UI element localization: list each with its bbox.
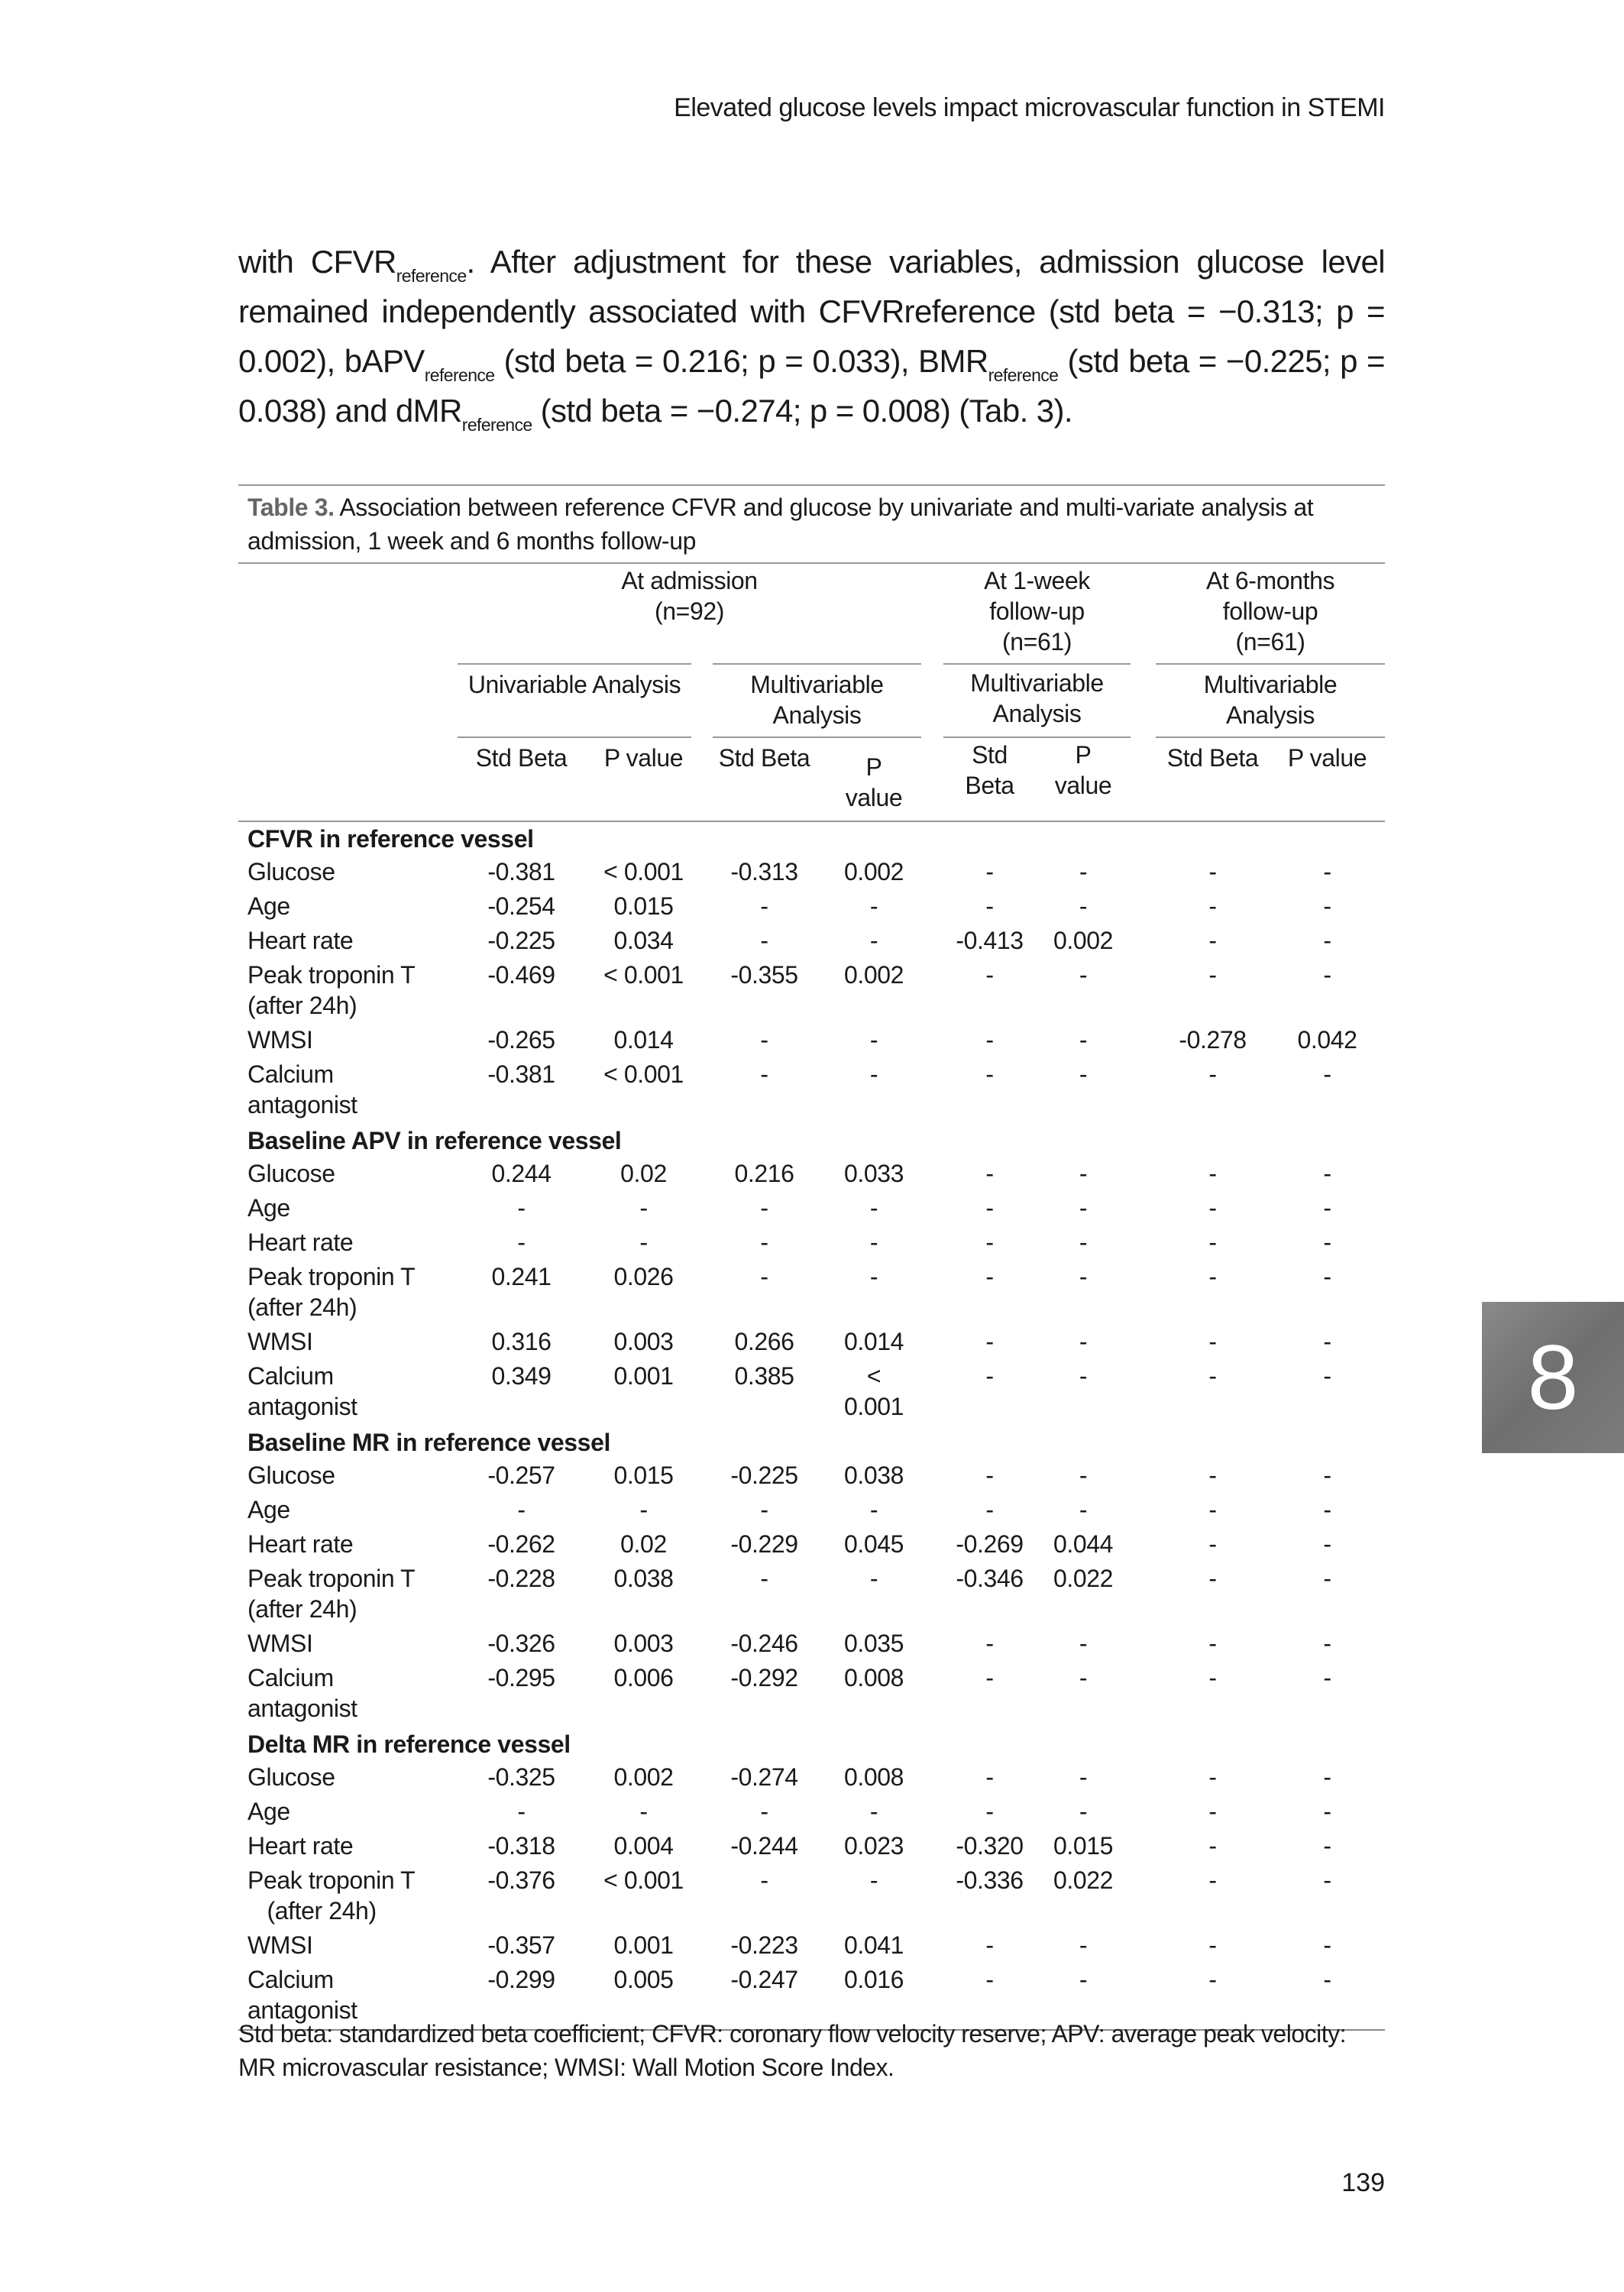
table-cell: 0.015 <box>613 892 674 920</box>
subgroup-header: Multivariable Analysis <box>1156 664 1385 737</box>
column-header: Std Beta <box>1166 744 1259 772</box>
table-row <box>238 1762 1385 1796</box>
table-cell: - <box>1079 1763 1088 1791</box>
table-cell: - <box>1079 1060 1088 1088</box>
group-header-row <box>238 563 1385 664</box>
table-cell: - <box>760 927 768 954</box>
table-footnote: Std beta: standardized beta coefficient; CFVR: coronary flow velocity reserve; APV: average peak velocity: MR microvascular resistance; WMSI: Wall Motion Score Index. <box>238 2020 1346 2081</box>
table-cell: - <box>985 1328 994 1355</box>
row-label: Peak troponin T (after 24h) <box>247 1866 416 1925</box>
table-row <box>238 1529 1385 1563</box>
page-number: 139 <box>1341 2168 1385 2197</box>
table-cell: - <box>1323 1866 1331 1894</box>
table-cell: 0.001 <box>613 1362 674 1390</box>
table-cell: - <box>869 1866 878 1894</box>
table-cell: 0.044 <box>1053 1530 1114 1558</box>
para-text: . After adjustment for these variables, admission glucose level remained independently associated with CFVRreference (std beta = −0.313; p = 0.002), bAPV <box>238 244 1385 379</box>
column-header: P value <box>1287 744 1367 772</box>
table-cell: - <box>1323 1966 1331 1993</box>
table-cell: 0.003 <box>613 1630 674 1657</box>
section-title: Delta MR in reference vessel <box>247 1730 571 1758</box>
table-cell: - <box>985 1462 994 1489</box>
table-cell: - <box>1208 1763 1217 1791</box>
table-cell: - <box>985 1229 994 1256</box>
table-cell: - <box>639 1194 648 1222</box>
table-cell: 0.244 <box>491 1160 552 1187</box>
table-cell: - <box>985 892 994 920</box>
table-cell: -0.225 <box>730 1462 798 1489</box>
table-cell: - <box>639 1496 648 1523</box>
table-cell: < 0.001 <box>603 1060 684 1088</box>
table-cell: - <box>985 1194 994 1222</box>
table-cell: - <box>1323 961 1331 989</box>
table-cell: - <box>1208 858 1217 885</box>
table-cell: -0.326 <box>487 1630 555 1657</box>
table-cell: -0.295 <box>487 1664 555 1691</box>
table-cell: - <box>517 1229 526 1256</box>
table-cell: 0.002 <box>1053 927 1114 954</box>
table-cell: 0.008 <box>843 1664 904 1691</box>
table-row <box>238 1865 1385 1930</box>
section-title: CFVR in reference vessel <box>247 825 534 853</box>
section-header-row <box>238 1727 1385 1762</box>
table-cell: -0.381 <box>487 858 555 885</box>
table-cell: - <box>1079 858 1088 885</box>
table-cell: - <box>517 1496 526 1523</box>
table-cell: - <box>1208 1496 1217 1523</box>
table-cell: -0.225 <box>487 927 555 954</box>
column-header: P value <box>603 744 684 772</box>
table-cell: - <box>1323 1798 1331 1825</box>
chapter-tab <box>1482 1302 1624 1453</box>
table-cell: - <box>1079 1328 1088 1355</box>
subgroup-header: Multivariable Analysis <box>702 664 921 737</box>
row-label: Calcium antagonist <box>247 1060 357 1118</box>
table-cell: - <box>1323 1160 1331 1187</box>
table-cell: -0.336 <box>956 1866 1024 1894</box>
table-cell: - <box>1323 1060 1331 1088</box>
row-label: Calcium antagonist <box>247 1966 357 2024</box>
table-row <box>238 1563 1385 1628</box>
table-cell: -0.247 <box>730 1966 798 1993</box>
row-label: Age <box>247 1496 290 1523</box>
group-header: At admission (n=92) <box>458 563 921 664</box>
table-cell: 0.002 <box>613 1763 674 1791</box>
table-cell: 0.005 <box>613 1966 674 1993</box>
table-cell: 0.022 <box>1053 1866 1114 1894</box>
table-row <box>238 1662 1385 1727</box>
table-cell: - <box>1323 1763 1331 1791</box>
table-row <box>238 1460 1385 1494</box>
table-cell: 0.002 <box>843 961 904 989</box>
table-cell: 0.041 <box>843 1931 904 1959</box>
row-label: Glucose <box>247 1763 335 1791</box>
subgroup-header: Multivariable Analysis <box>943 664 1131 737</box>
table-cell: - <box>1323 1328 1331 1355</box>
para-text: (std beta = −0.225; p = 0.038) and dMR <box>238 343 1385 429</box>
caption-text: Association between reference CFVR and glucose by univariate and multi-variate analysis at admission, 1 week and 6 months follow-up <box>247 494 1314 555</box>
table-row <box>238 1831 1385 1865</box>
table-cell: < 0.001 <box>603 961 684 989</box>
table-row <box>238 1158 1385 1193</box>
table-cell: 0.026 <box>613 1263 674 1290</box>
table-row <box>238 1059 1385 1124</box>
table-cell: - <box>985 1060 994 1088</box>
table-cell: - <box>760 1565 768 1592</box>
table-cell: - <box>1323 1194 1331 1222</box>
section-header-row <box>238 1124 1385 1158</box>
table-cell: 0.033 <box>843 1160 904 1187</box>
table-cell: 0.042 <box>1297 1026 1357 1054</box>
table-cell: - <box>1208 1966 1217 1993</box>
table-cell: 0.008 <box>843 1763 904 1791</box>
table-cell: 0.035 <box>843 1630 904 1657</box>
table-cell: -0.313 <box>730 858 798 885</box>
table-cell: - <box>760 1229 768 1256</box>
table-cell: - <box>985 1798 994 1825</box>
table-cell: - <box>985 1931 994 1959</box>
table-cell: 0.349 <box>491 1362 552 1390</box>
table-cell: -0.257 <box>487 1462 555 1489</box>
table-row <box>238 1227 1385 1261</box>
table-cell: - <box>1323 927 1331 954</box>
table-cell: - <box>869 1060 878 1088</box>
row-label: WMSI <box>247 1026 313 1054</box>
table-cell: - <box>1079 1664 1088 1691</box>
table-cell: - <box>985 1763 994 1791</box>
section-title: Baseline APV in reference vessel <box>247 1127 622 1154</box>
table-cell: - <box>985 1664 994 1691</box>
table-row <box>238 1361 1385 1426</box>
table-cell: - <box>1079 1931 1088 1959</box>
table-cell: - <box>1208 1832 1217 1860</box>
table-cell: - <box>869 1565 878 1592</box>
table-cell: 0.02 <box>620 1530 667 1558</box>
table-cell: - <box>1208 1229 1217 1256</box>
row-label: Peak troponin T (after 24h) <box>247 961 416 1019</box>
table-cell: - <box>1323 1462 1331 1489</box>
table-cell: - <box>985 1966 994 1993</box>
table-cell: -0.292 <box>730 1664 798 1691</box>
table-cell: -0.355 <box>730 961 798 989</box>
table-cell: - <box>517 1194 526 1222</box>
subscript: reference <box>424 365 495 385</box>
table-cell: - <box>1208 1931 1217 1959</box>
table-cell: - <box>1323 858 1331 885</box>
section-title: Baseline MR in reference vessel <box>247 1429 610 1456</box>
table-row <box>238 1261 1385 1326</box>
table-cell: - <box>985 1026 994 1054</box>
para-text: (std beta = −0.274; p = 0.008) (Tab. 3). <box>532 393 1072 429</box>
table-cell: - <box>760 892 768 920</box>
column-header: Std Beta <box>965 741 1014 799</box>
table-cell: -0.325 <box>487 1763 555 1791</box>
row-label: Glucose <box>247 1160 335 1187</box>
table-cell: -0.262 <box>487 1530 555 1558</box>
row-label: WMSI <box>247 1630 313 1657</box>
row-label: Heart rate <box>247 1229 354 1256</box>
table-cell: -0.244 <box>730 1832 798 1860</box>
table-cell: - <box>1323 1931 1331 1959</box>
table-cell: - <box>1208 961 1217 989</box>
table-cell: - <box>869 1263 878 1290</box>
table-cell: - <box>1079 1229 1088 1256</box>
table-cell: -0.269 <box>956 1530 1024 1558</box>
table-cell: 0.015 <box>1053 1832 1114 1860</box>
table-cell: - <box>1323 1832 1331 1860</box>
table-cell: -0.223 <box>730 1931 798 1959</box>
table-cell: -0.318 <box>487 1832 555 1860</box>
table-cell: 0.034 <box>613 927 674 954</box>
table-cell: 0.006 <box>613 1664 674 1691</box>
table-row <box>238 1628 1385 1662</box>
table-cell: - <box>1208 1462 1217 1489</box>
table-cell: - <box>1208 1194 1217 1222</box>
table-cell: - <box>639 1229 648 1256</box>
row-label: Age <box>247 892 290 920</box>
table-cell: - <box>760 1263 768 1290</box>
table-cell: -0.278 <box>1179 1026 1247 1054</box>
table-cell: 0.015 <box>613 1462 674 1489</box>
table-cell: - <box>1079 1362 1088 1390</box>
table-row <box>238 1025 1385 1059</box>
row-label: Glucose <box>247 1462 335 1489</box>
table-cell: -0.381 <box>487 1060 555 1088</box>
table-cell: - <box>1323 1362 1331 1390</box>
table-cell: -0.265 <box>487 1026 555 1054</box>
row-label: Heart rate <box>247 927 354 954</box>
table-cell: - <box>1079 1160 1088 1187</box>
table-cell: - <box>1323 1630 1331 1657</box>
table-cell: - <box>1079 1630 1088 1657</box>
row-label: Heart rate <box>247 1530 354 1558</box>
row-label: Glucose <box>247 858 335 885</box>
table-3 <box>238 484 1385 2031</box>
table-cell: - <box>1323 1496 1331 1523</box>
table-row <box>238 960 1385 1025</box>
table-cell: < 0.001 <box>603 1866 684 1894</box>
table-cell: -0.469 <box>487 961 555 989</box>
table-cell: 0.023 <box>843 1832 904 1860</box>
table-cell: - <box>1079 1462 1088 1489</box>
table-cell: 0.016 <box>843 1966 904 1993</box>
table-cell: 0.266 <box>734 1328 794 1355</box>
table-cell: 0.385 <box>734 1362 794 1390</box>
row-label: WMSI <box>247 1931 313 1959</box>
table-row <box>238 1930 1385 1964</box>
table-cell: -0.299 <box>487 1966 555 1993</box>
table-cell: - <box>760 1798 768 1825</box>
chapter-number: 8 <box>1527 1326 1579 1429</box>
table-cell: -0.228 <box>487 1565 555 1592</box>
results-table <box>238 562 1385 2029</box>
table-cell: 0.241 <box>491 1263 552 1290</box>
table-cell: - <box>1208 1160 1217 1187</box>
table-cell: 0.02 <box>620 1160 667 1187</box>
table-cell: - <box>1208 1263 1217 1290</box>
table-cell: - <box>1079 961 1088 989</box>
subscript: reference <box>461 415 532 435</box>
table-cell: - <box>985 1263 994 1290</box>
table-cell: -0.320 <box>956 1832 1024 1860</box>
table-cell: - <box>639 1798 648 1825</box>
table-cell: 0.002 <box>843 858 904 885</box>
column-header-row <box>238 737 1385 821</box>
table-row <box>238 925 1385 960</box>
table-caption <box>238 486 1385 562</box>
group-header: At 6-months follow-up (n=61) <box>1156 563 1385 664</box>
table-row <box>238 891 1385 925</box>
table-row <box>238 1494 1385 1529</box>
table-cell: - <box>869 1496 878 1523</box>
table-cell: 0.038 <box>843 1462 904 1489</box>
table-cell: - <box>1208 1060 1217 1088</box>
table-cell: - <box>1208 1798 1217 1825</box>
row-label: Calcium antagonist <box>247 1664 357 1722</box>
table-cell: - <box>985 961 994 989</box>
table-cell: - <box>1079 1026 1088 1054</box>
table-cell: 0.001 <box>613 1931 674 1959</box>
table-cell: - <box>1079 1966 1088 1993</box>
row-label: Calcium antagonist <box>247 1362 357 1420</box>
table-cell: - <box>1323 1263 1331 1290</box>
table-cell: -0.346 <box>956 1565 1024 1592</box>
table-cell: - <box>760 1194 768 1222</box>
table-cell: 0.003 <box>613 1328 674 1355</box>
table-cell: - <box>869 927 878 954</box>
subgroup-header: Univariable Analysis <box>458 664 702 737</box>
table-cell: - <box>760 1026 768 1054</box>
subscript: reference <box>396 266 467 286</box>
table-cell: - <box>1208 1530 1217 1558</box>
table-cell: - <box>1323 1530 1331 1558</box>
table-cell: - <box>517 1798 526 1825</box>
table-cell: 0.022 <box>1053 1565 1114 1592</box>
section-header-row <box>238 821 1385 856</box>
table-cell: - <box>985 1160 994 1187</box>
table-cell: - <box>1208 1328 1217 1355</box>
running-head: Elevated glucose levels impact microvascular function in STEMI <box>674 93 1385 122</box>
table-cell: -0.246 <box>730 1630 798 1657</box>
table-cell: - <box>1079 1194 1088 1222</box>
table-cell: - <box>760 1496 768 1523</box>
table-cell: - <box>1323 892 1331 920</box>
table-cell: - <box>869 1194 878 1222</box>
table-cell: - <box>985 1362 994 1390</box>
table-cell: - <box>1323 1229 1331 1256</box>
group-header: At 1-week follow-up (n=61) <box>943 563 1131 664</box>
column-header: Std Beta <box>718 744 810 772</box>
table-cell: -0.274 <box>730 1763 798 1791</box>
table-cell: - <box>869 1026 878 1054</box>
row-label: Peak troponin T (after 24h) <box>247 1263 416 1321</box>
table-cell: - <box>1208 892 1217 920</box>
table-cell: - <box>985 1496 994 1523</box>
table-cell: - <box>1208 1866 1217 1894</box>
row-label: Age <box>247 1798 290 1825</box>
table-cell: - <box>1079 1798 1088 1825</box>
subgroup-header-row <box>238 664 1385 737</box>
table-cell: - <box>1208 1630 1217 1657</box>
section-header-row <box>238 1426 1385 1460</box>
table-cell: 0.216 <box>734 1160 794 1187</box>
table-row <box>238 1326 1385 1361</box>
table-row <box>238 1796 1385 1831</box>
table-cell: - <box>1079 1496 1088 1523</box>
table-cell: - <box>869 1798 878 1825</box>
table-cell: -0.413 <box>956 927 1024 954</box>
table-cell: -0.254 <box>487 892 555 920</box>
para-text: with CFVR <box>238 244 396 280</box>
table-row <box>238 1193 1385 1227</box>
table-cell: < 0.001 <box>603 858 684 885</box>
table-cell: - <box>1208 1664 1217 1691</box>
table-cell: - <box>1208 1362 1217 1390</box>
column-header: Std Beta <box>475 744 568 772</box>
body-paragraph <box>238 237 1385 435</box>
table-cell: 0.014 <box>843 1328 904 1355</box>
table-cell: -0.357 <box>487 1931 555 1959</box>
column-header: P value <box>845 753 903 811</box>
table-cell: - <box>760 1060 768 1088</box>
caption-label: Table 3. <box>247 494 335 521</box>
table-cell: 0.045 <box>843 1530 904 1558</box>
subscript: reference <box>988 365 1059 385</box>
para-text: (std beta = 0.216; p = 0.033), BMR <box>494 343 988 379</box>
column-header: P value <box>1054 741 1112 799</box>
table-cell: 0.316 <box>491 1328 552 1355</box>
table-cell: - <box>1323 1565 1331 1592</box>
table-cell: - <box>1208 1565 1217 1592</box>
table-cell: - <box>985 1630 994 1657</box>
table-cell: < 0.001 <box>843 1362 904 1420</box>
table-cell: - <box>869 1229 878 1256</box>
table-cell: - <box>985 858 994 885</box>
table-cell: - <box>1079 892 1088 920</box>
table-cell: - <box>760 1866 768 1894</box>
row-label: Heart rate <box>247 1832 354 1860</box>
table-cell: -0.229 <box>730 1530 798 1558</box>
table-cell: - <box>1079 1263 1088 1290</box>
row-label: Peak troponin T (after 24h) <box>247 1565 416 1623</box>
table-cell: - <box>1323 1664 1331 1691</box>
table-cell: -0.376 <box>487 1866 555 1894</box>
table-cell: - <box>1208 927 1217 954</box>
row-label: WMSI <box>247 1328 313 1355</box>
table-cell: 0.014 <box>613 1026 674 1054</box>
table-cell: - <box>869 892 878 920</box>
table-row <box>238 856 1385 891</box>
table-cell: 0.004 <box>613 1832 674 1860</box>
table-cell: 0.038 <box>613 1565 674 1592</box>
row-label: Age <box>247 1194 290 1222</box>
